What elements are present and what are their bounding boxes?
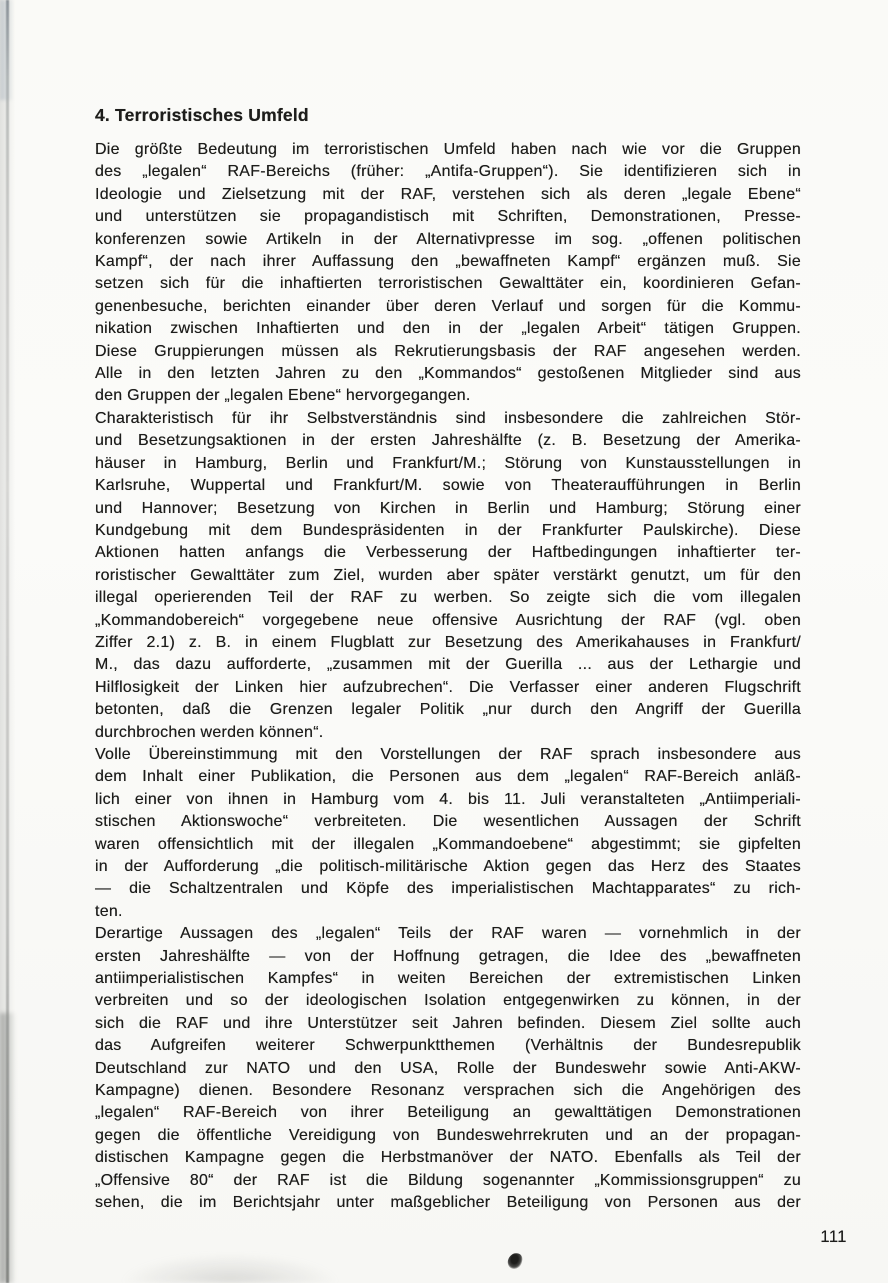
text-line: den Gruppen der „legalen Ebene“ hervorgegangen. — [95, 387, 471, 405]
text-line: ten. — [95, 902, 123, 920]
text-line: „legalen“ RAF-Bereich von ihrer Beteiligung an gewalttätigen Demonstrationen — [95, 1104, 801, 1122]
text-line: verbreiten und so der ideologischen Isolation entgegenwirken zu können, in der — [95, 992, 801, 1010]
text-line: in der Aufforderung „die politisch-militärische Aktion gegen das Herz des Staates — [95, 858, 801, 875]
text-line: distischen Kampagne gegen die Herbstmanöver der NATO. Ebenfalls als Teil der — [95, 1149, 801, 1167]
text-line: waren offensichtlich mit der illegalen „Kommandoebene“ abgestimmt; sie gipfelten — [95, 835, 801, 853]
text-line: Derartige Aussagen des „legalen“ Teils der RAF waren — vornehmlich in der — [95, 925, 801, 943]
text-line: Ideologie und Zielsetzung mit der RAF, verstehen sich als deren „legale Ebene“ — [95, 185, 801, 203]
text-line: sehen, die im Berichtsjahr unter maßgeblicher Beteiligung von Personen aus der — [95, 1194, 801, 1212]
page-number: 111 — [820, 1228, 847, 1246]
text-line: betonten, daß die Grenzen legaler Politik „nur durch den Angriff der Guerilla — [95, 701, 801, 719]
text-line: Deutschland zur NATO und den USA, Rolle der Bundeswehr sowie Anti-AKW- — [95, 1059, 801, 1077]
text-line: Alle in den letzten Jahren zu den „Kommandos“ gestoßenen Mitglieder sind aus — [95, 365, 801, 383]
text-line: Ziffer 2.1) z. B. in einem Flugblatt zur Besetzung des Amerikahauses in Frankfurt/ — [95, 633, 801, 651]
paragraph — [95, 139, 801, 408]
paragraph — [95, 923, 801, 1214]
text-line: konferenzen sowie Artikeln in der Alternativpresse im sog. „offenen politischen — [95, 230, 801, 248]
scan-top-left-tint — [0, 0, 14, 100]
text-line: illegal operierenden Teil der RAF zu werben. So zeigte sich die vom illegalen — [95, 589, 801, 607]
text-line: und unterstützen sie propagandistisch mit Schriften, Demonstrationen, Presse- — [95, 208, 801, 226]
text-line: Charakteristisch für ihr Selbstverständnis sind insbesondere die zahlreichen Stör- — [95, 409, 801, 427]
text-line: setzen sich für die inhaftierten terroristischen Gewalttäter ein, koordinieren Gefan- — [95, 275, 801, 293]
section-heading: 4. Terroristisches Umfeld — [95, 105, 309, 125]
text-line: Hilflosigkeit der Linken hier aufzubrechen“. Die Verfasser einer anderen Flugschrift — [95, 678, 801, 696]
text-line: des „legalen“ RAF-Bereichs (früher: „Antifa-Gruppen“). Sie identifizieren sich in — [95, 163, 801, 181]
text-line: durchbrochen werden können“. — [95, 723, 324, 741]
text-line: Aktionen hatten anfangs die Verbesserung der Haftbedingungen inhaftierter ter- — [95, 544, 801, 562]
text-line: roristischer Gewalttäter zum Ziel, wurden aber später verstärkt genutzt, um für den — [95, 566, 801, 584]
text-line: häuser in Hamburg, Berlin und Frankfurt/M.; Störung von Kunstausstellungen in — [95, 454, 801, 472]
text-line: ersten Jahreshälfte — von der Hoffnung getragen, die Idee des „bewaffneten — [95, 947, 801, 965]
text-line: und Hannover; Besetzung von Kirchen in Berlin und Hamburg; Störung einer — [95, 499, 801, 517]
text-line: Kampf“, der nach ihrer Auffassung den „bewaffneten Kampf“ ergänzen muß. Sie — [95, 253, 801, 271]
text-line: — die Schaltzentralen und Köpfe des imperialistischen Machtapparates“ zu rich- — [95, 880, 801, 898]
scan-bottom-smear — [120, 1253, 340, 1283]
text-line: Karlsruhe, Wuppertal und Frankfurt/M. sowie von Theateraufführungen in Berlin — [95, 477, 801, 495]
text-line: Diese Gruppierungen müssen als Rekrutierungsbasis der RAF angesehen werden. — [95, 342, 801, 360]
text-line: nikation zwischen Inhaftierten und den in der „legalen Arbeit“ tätigen Gruppen. — [95, 320, 801, 338]
ink-smudge — [506, 1252, 523, 1271]
text-line: M., das dazu aufforderte, „zusammen mit der Guerilla ... aus der Lethargie und — [95, 656, 801, 674]
text-line: „Kommandobereich“ vorgegebene neue offensive Ausrichtung der RAF (vgl. oben — [95, 611, 801, 629]
text-line: genenbesuche, berichten einander über deren Verlauf und sorgen für die Kommu- — [95, 297, 801, 315]
scan-fold-line — [6, 0, 9, 1283]
scan-left-edge-shade — [0, 0, 18, 1283]
text-line: Die größte Bedeutung im terroristischen Umfeld haben nach wie vor die Gruppen — [95, 141, 801, 158]
paragraph — [95, 744, 801, 923]
scan-bottom-left-shade — [0, 1013, 16, 1283]
text-line: Kampagne) dienen. Besondere Resonanz versprachen sich die Angehörigen des — [95, 1082, 801, 1100]
text-line: lich einer von ihnen in Hamburg vom 4. bis 11. Juli veranstalteten „Antiimperiali- — [95, 790, 801, 808]
text-line: „Offensive 80“ der RAF ist die Bildung sogenannter „Kommissionsgruppen“ zu — [95, 1171, 801, 1189]
text-line: dem Inhalt einer Publikation, die Personen aus dem „legalen“ RAF-Bereich anläß- — [95, 768, 801, 786]
text-line: das Aufgreifen weiterer Schwerpunktthemen (Verhältnis der Bundesrepublik — [95, 1037, 801, 1055]
text-line: und Besetzungsaktionen in der ersten Jahreshälfte (z. B. Besetzung der Amerika- — [95, 432, 801, 450]
text-line: gegen die öffentliche Vereidigung von Bundeswehrrekruten und an der propagan- — [95, 1126, 801, 1144]
text-line: Kundgebung mit dem Bundespräsidenten in der Frankfurter Paulskirche). Diese — [95, 521, 801, 539]
text-line: Volle Übereinstimmung mit den Vorstellungen der RAF sprach insbesondere aus — [95, 745, 801, 763]
text-line: stischen Aktionswoche“ verbreiteten. Die wesentlichen Aussagen der Schrift — [95, 813, 801, 831]
text-line: antiimperialistischen Kampfes“ in weiten Bereichen der extremistischen Linken — [95, 970, 801, 988]
body-text — [95, 139, 801, 1215]
text-line: sich die RAF und ihre Unterstützer seit Jahren befinden. Diesem Ziel sollte auch — [95, 1014, 801, 1032]
paragraph — [95, 408, 801, 744]
